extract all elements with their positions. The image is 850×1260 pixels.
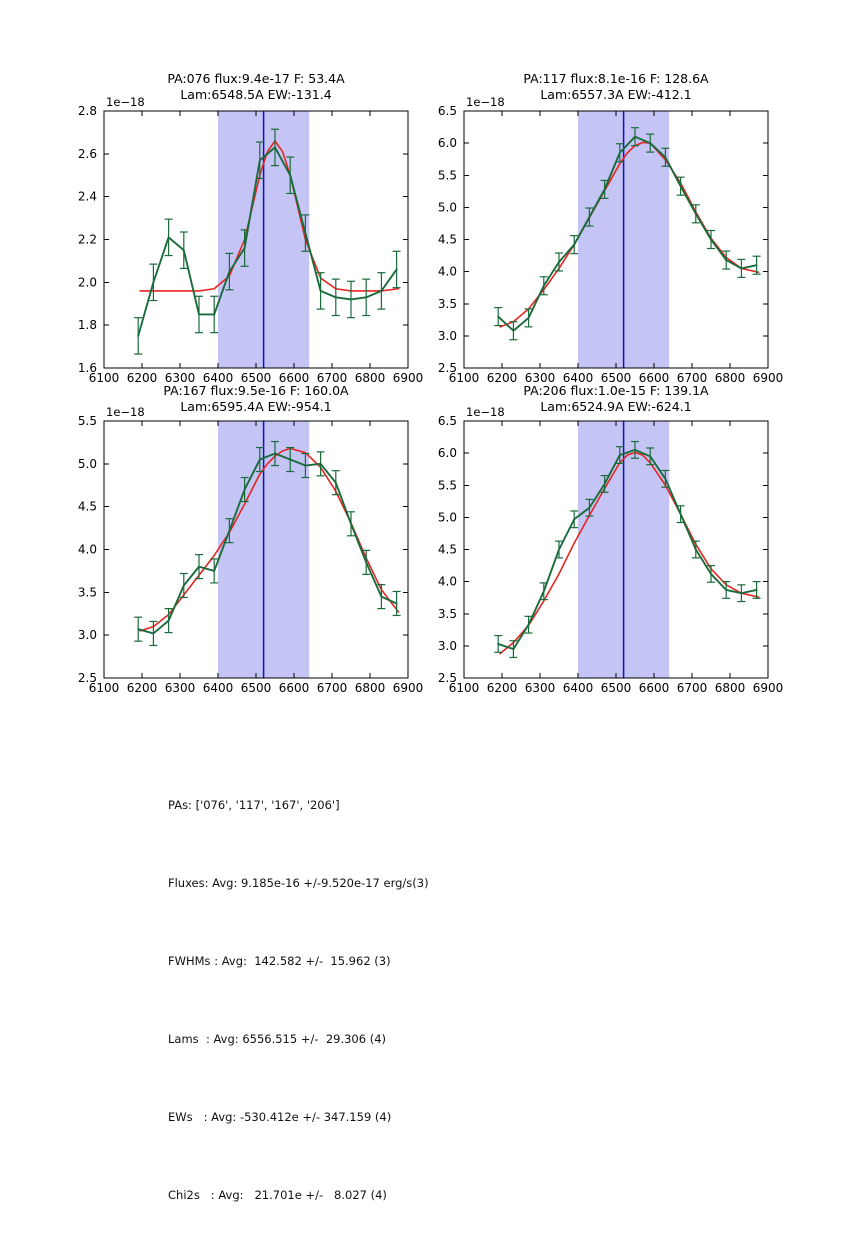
x-tick-label: 6800 — [714, 681, 746, 695]
subplot-axes — [438, 104, 783, 385]
x-tick-label: 6700 — [316, 681, 348, 695]
subplot-title-line: Lam:6557.3A EW:-412.1 — [540, 87, 692, 102]
y-tick-label: 3.0 — [437, 638, 457, 653]
subplot-axes — [438, 414, 783, 695]
y-tick-label: 1.6 — [77, 361, 97, 375]
y-tick-label: 2.2 — [77, 232, 97, 247]
y-tick-label: 4.0 — [77, 542, 97, 557]
stats-line-fluxes: Fluxes: Avg: 9.185e-16 +/-9.520e-17 erg/s(3) — [168, 876, 429, 890]
x-tick-label: 6200 — [486, 681, 518, 695]
x-tick-label: 6600 — [278, 681, 310, 695]
y-tick-label: 3.0 — [77, 628, 97, 643]
y-tick-label: 6.0 — [437, 446, 457, 461]
stats-line-lams: Lams : Avg: 6556.515 +/- 29.306 (4) — [168, 1032, 387, 1046]
x-tick-label: 6100 — [88, 371, 120, 385]
x-tick-label: 6300 — [164, 681, 196, 695]
y-axis-offset-label: 1e−18 — [106, 95, 145, 109]
x-tick-label: 6300 — [164, 371, 196, 385]
x-tick-label: 6100 — [448, 681, 480, 695]
y-tick-label: 2.6 — [77, 146, 97, 161]
x-tick-label: 6800 — [354, 371, 386, 385]
x-tick-label: 6600 — [638, 681, 670, 695]
x-tick-label: 6900 — [752, 681, 784, 695]
y-tick-label: 5.0 — [437, 200, 457, 215]
stats-line-fwhms: FWHMs : Avg: 142.582 +/- 15.962 (3) — [168, 954, 391, 968]
y-tick-label: 2.0 — [77, 275, 97, 290]
x-tick-label: 6500 — [240, 681, 272, 695]
subplot-title-line: PA:117 flux:8.1e-16 F: 128.6A — [523, 71, 709, 86]
subplot-title-line: Lam:6595.4A EW:-954.1 — [180, 399, 332, 414]
x-tick-label: 6700 — [676, 681, 708, 695]
x-tick-label: 6600 — [278, 371, 310, 385]
x-tick-label: 6700 — [676, 371, 708, 385]
x-tick-label: 6900 — [752, 371, 784, 385]
x-tick-label: 6300 — [524, 371, 556, 385]
x-tick-label: 6100 — [88, 681, 120, 695]
x-tick-label: 6200 — [126, 681, 158, 695]
y-tick-label: 5.5 — [437, 478, 457, 493]
stats-block — [168, 740, 429, 1260]
x-tick-label: 6800 — [714, 371, 746, 385]
x-tick-label: 6600 — [638, 371, 670, 385]
y-tick-label: 5.0 — [437, 510, 457, 525]
y-tick-label: 4.5 — [437, 542, 457, 557]
y-tick-label: 6.5 — [437, 414, 457, 428]
y-tick-label: 5.5 — [77, 414, 97, 428]
subplot-title-line: Lam:6524.9A EW:-624.1 — [540, 399, 692, 414]
y-axis-offset-label: 1e−18 — [466, 405, 505, 419]
x-tick-label: 6300 — [524, 681, 556, 695]
y-tick-label: 4.5 — [77, 499, 97, 514]
x-tick-label: 6100 — [448, 371, 480, 385]
y-axis-offset-label: 1e−18 — [466, 95, 505, 109]
y-tick-label: 3.0 — [437, 328, 457, 343]
y-tick-label: 6.5 — [437, 104, 457, 118]
y-tick-label: 3.5 — [437, 296, 457, 311]
subplot-title-line: Lam:6548.5A EW:-131.4 — [180, 87, 332, 102]
y-tick-label: 3.5 — [77, 585, 97, 600]
x-tick-label: 6400 — [562, 371, 594, 385]
subplot-axes — [78, 414, 423, 695]
x-tick-label: 6400 — [562, 681, 594, 695]
subplot-title-line: PA:206 flux:1.0e-15 F: 139.1A — [523, 383, 709, 398]
x-tick-label: 6200 — [126, 371, 158, 385]
x-tick-label: 6400 — [202, 681, 234, 695]
subplot-title-line: PA:076 flux:9.4e-17 F: 53.4A — [167, 71, 345, 86]
subplot-axes — [78, 104, 423, 385]
y-tick-label: 4.0 — [437, 574, 457, 589]
x-tick-label: 6700 — [316, 371, 348, 385]
y-tick-label: 2.5 — [437, 361, 457, 375]
x-tick-label: 6400 — [202, 371, 234, 385]
y-tick-label: 4.0 — [437, 264, 457, 279]
y-axis-offset-label: 1e−18 — [106, 405, 145, 419]
y-tick-label: 2.4 — [77, 189, 97, 204]
stats-line-pas: PAs: ['076', '117', '167', '206'] — [168, 798, 340, 812]
x-tick-label: 6900 — [392, 371, 424, 385]
y-tick-label: 1.8 — [77, 318, 97, 333]
x-tick-label: 6900 — [392, 681, 424, 695]
y-tick-label: 2.8 — [77, 104, 97, 118]
y-tick-label: 5.5 — [437, 168, 457, 183]
x-tick-label: 6500 — [600, 371, 632, 385]
y-tick-label: 2.5 — [437, 671, 457, 685]
stats-line-ews: EWs : Avg: -530.412e +/- 347.159 (4) — [168, 1110, 392, 1124]
x-tick-label: 6800 — [354, 681, 386, 695]
subplot-title-line: PA:167 flux:9.5e-16 F: 160.0A — [163, 383, 349, 398]
x-tick-label: 6500 — [600, 681, 632, 695]
y-tick-label: 6.0 — [437, 136, 457, 151]
y-tick-label: 2.5 — [77, 671, 97, 685]
x-tick-label: 6500 — [240, 371, 272, 385]
y-tick-label: 5.0 — [77, 456, 97, 471]
y-tick-label: 4.5 — [437, 232, 457, 247]
stats-line-chi2s: Chi2s : Avg: 21.701e +/- 8.027 (4) — [168, 1188, 387, 1202]
x-tick-label: 6200 — [486, 371, 518, 385]
y-tick-label: 3.5 — [437, 606, 457, 621]
